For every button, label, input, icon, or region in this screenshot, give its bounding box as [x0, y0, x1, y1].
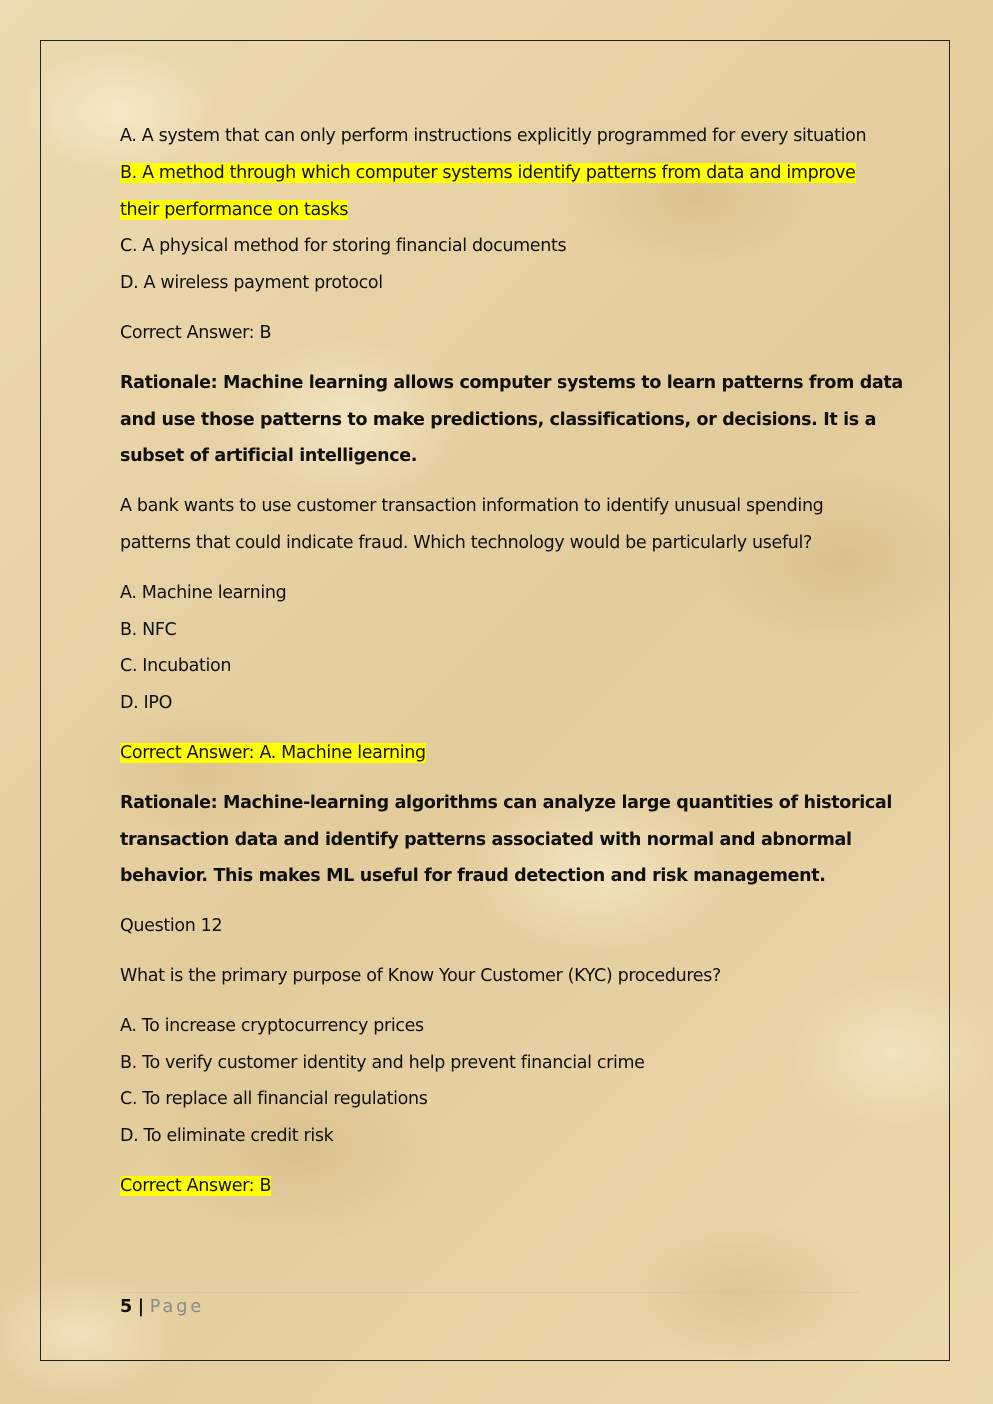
- correct-answer: Correct Answer: B: [120, 1175, 272, 1196]
- question-block-fraud-detection: [120, 488, 893, 895]
- option-b-line2: their performance on tasks: [120, 199, 349, 220]
- question-block-ml-definition: [120, 118, 903, 475]
- question-block-kyc: [120, 908, 875, 1205]
- option-b: B. To verify customer identity and help prevent financial crime: [120, 1052, 645, 1073]
- option-d: D. A wireless payment protocol: [120, 273, 383, 294]
- option-a: A. A system that can only perform instructions explicitly programmed for every situation: [120, 126, 867, 146]
- footer-rule: [120, 1292, 860, 1293]
- page-separator: |: [137, 1297, 145, 1317]
- correct-answer: Correct Answer: B: [120, 322, 272, 343]
- question-text: What is the primary purpose of Know Your Customer (KYC) procedures?: [120, 965, 721, 986]
- option-b: B. NFC: [120, 619, 177, 640]
- option-c: C. To replace all financial regulations: [120, 1089, 428, 1110]
- page-footer: [120, 1294, 204, 1320]
- option-d: D. To eliminate credit risk: [120, 1126, 334, 1147]
- rationale-line1: Rationale: Machine learning allows computer systems to learn patterns from data: [120, 372, 903, 393]
- rationale-line3: subset of artificial intelligence.: [120, 446, 418, 467]
- question-line1: A bank wants to use customer transaction information to identify unusual spending: [120, 496, 824, 517]
- rationale-line2: transaction data and identify patterns associated with normal and abnormal: [120, 829, 852, 850]
- option-a: A. To increase cryptocurrency prices: [120, 1015, 424, 1036]
- option-b-line1: B. A method through which computer systems identify patterns from data and improve: [120, 162, 856, 183]
- option-a: A. Machine learning: [120, 582, 287, 603]
- option-d: D. IPO: [120, 693, 172, 714]
- question-line2: patterns that could indicate fraud. Which technology would be particularly useful?: [120, 532, 812, 553]
- question-heading: Question 12: [120, 916, 223, 937]
- correct-answer: Correct Answer: A. Machine learning: [120, 742, 426, 763]
- rationale-line3: behavior. This makes ML useful for fraud detection and risk management.: [120, 866, 826, 887]
- option-c: C. A physical method for storing financial documents: [120, 236, 567, 257]
- page-number: 5: [120, 1297, 133, 1317]
- rationale-line2: and use those patterns to make predictions, classifications, or decisions. It is a: [120, 409, 877, 430]
- option-c: C. Incubation: [120, 656, 232, 677]
- page-label: Page: [149, 1297, 205, 1317]
- document-body: [120, 118, 903, 1205]
- rationale-line1: Rationale: Machine-learning algorithms can analyze large quantities of historical: [120, 792, 893, 813]
- option-b-correct: [120, 155, 875, 192]
